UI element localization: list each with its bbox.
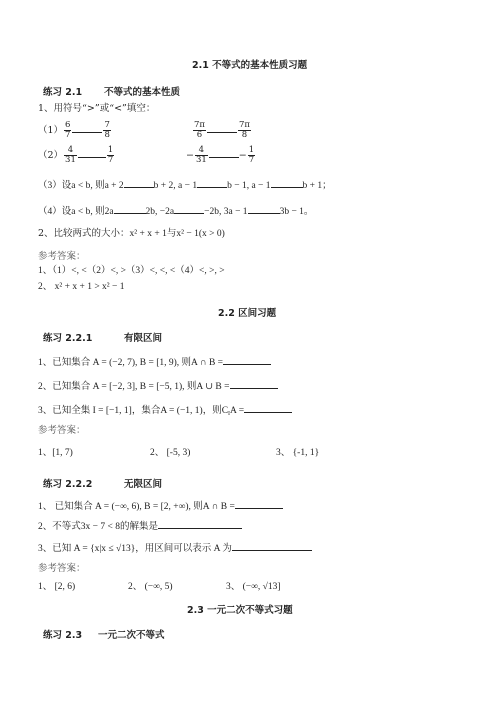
fraction: $\frac{6}{7}$ [65, 120, 71, 140]
section-title-2-3: 2.3 一元二次不等式习题 [187, 605, 293, 616]
exercise-title: 一元二次不等式 [98, 630, 165, 641]
fraction: $\frac{7\pi}{8}$ [239, 120, 250, 140]
question-1-part-2b: − $\frac{4}{31}$ − $\frac{1}{7}$ [186, 145, 255, 165]
answer-blank [230, 379, 278, 389]
part-number: （2） [38, 150, 64, 161]
section-title-2-2: 2.2 区间习题 [218, 308, 277, 319]
exercise-label: 练习 2.1 [43, 87, 83, 98]
exercise-label: 练习 2.2.2 [43, 479, 93, 490]
exercise-label: 练习 2.3 [43, 630, 83, 641]
fraction: $\frac{4}{31}$ [65, 145, 76, 165]
question-1-part-2 [38, 146, 115, 165]
question-interval-1: 1、已知集合 A = (−2, 7), B = [1, 9), 则A ∩ B = [38, 355, 271, 369]
answer-infinite-2: 2、 (−∞, 5) [128, 582, 173, 592]
question-1: 1、用符号“>”或“<”填空： [38, 103, 156, 114]
question-1-part-1 [38, 121, 112, 140]
question-1-part-4: （4）设a < b, 则2a 2b, −2a −2b, 3a − 1 3b − 1。 [38, 204, 313, 218]
question-infinite-1: 1、 已知集合 A = (−∞, 6), B = [2, +∞), 则A ∩ B = [38, 499, 283, 513]
answer-blank [78, 148, 106, 158]
exercise-title: 无限区间 [124, 479, 163, 490]
answer-blank [244, 403, 292, 413]
answer-2: 2、 x² + x + 1 > x² − 1 [38, 282, 125, 292]
question-infinite-3: 3、已知 A = {x|x ≤ √13}，用区间可以表示 A 为 [38, 541, 312, 555]
answer-label: 参考答案： [38, 425, 86, 436]
fraction: $\frac{1}{7}$ [107, 145, 114, 165]
answer-blank [72, 123, 102, 133]
answer-interval-2: 2、 [-5, 3) [150, 448, 191, 458]
answer-infinite-3: 3、 (−∞, √13] [226, 582, 281, 592]
answer-blank [223, 355, 271, 365]
part-number: （1） [38, 125, 64, 136]
question-interval-3: 3、已知全集 I = [−1, 1]，集合A = (−1, 1)，则$C_IA$ = [38, 403, 292, 420]
question-infinite-2: 2、不等式3x − 7 < 8的解集是 [38, 519, 242, 533]
answer-blank [209, 148, 239, 158]
exercise-title: 有限区间 [124, 333, 163, 344]
answer-blank [232, 541, 312, 551]
fraction: $\frac{7}{8}$ [104, 120, 110, 140]
fraction: $\frac{7\pi}{6}$ [194, 120, 205, 140]
answer-interval-3: 3、 {-1, 1} [276, 448, 320, 458]
exercise-label: 练习 2.2.1 [43, 333, 93, 344]
question-1-part-3: （3）设a < b, 则a + 2 b + 2, a − 1 b − 1, a − 1 b + 1； [38, 178, 332, 192]
answer-label: 参考答案： [38, 251, 86, 262]
question-2: 2、比较两式的大小：x² + x + 1与x² − 1(x > 0) [38, 228, 225, 239]
exercise-title: 不等式的基本性质 [104, 87, 181, 98]
section-title-2-1: 2.1 不等式的基本性质习题 [192, 60, 308, 71]
question-1-part-1b [192, 121, 252, 140]
answer-label: 参考答案： [38, 563, 86, 574]
answer-blank [158, 519, 242, 529]
answer-blank [235, 499, 283, 509]
answer-interval-1: 1、[1, 7) [38, 448, 73, 458]
answer-blank [207, 123, 237, 133]
fraction: $\frac{1}{7}$ [248, 145, 255, 165]
fraction: $\frac{4}{31}$ [195, 145, 207, 165]
question-interval-2: 2、已知集合 A = [−2, 3], B = [−5, 1), 则A ∪ B = [38, 379, 278, 393]
answer-infinite-1: 1、 [2, 6) [38, 582, 76, 592]
answer-1: 1、（1）<, <（2）<, >（3）<, <, <（4）<, >, > [38, 266, 225, 276]
